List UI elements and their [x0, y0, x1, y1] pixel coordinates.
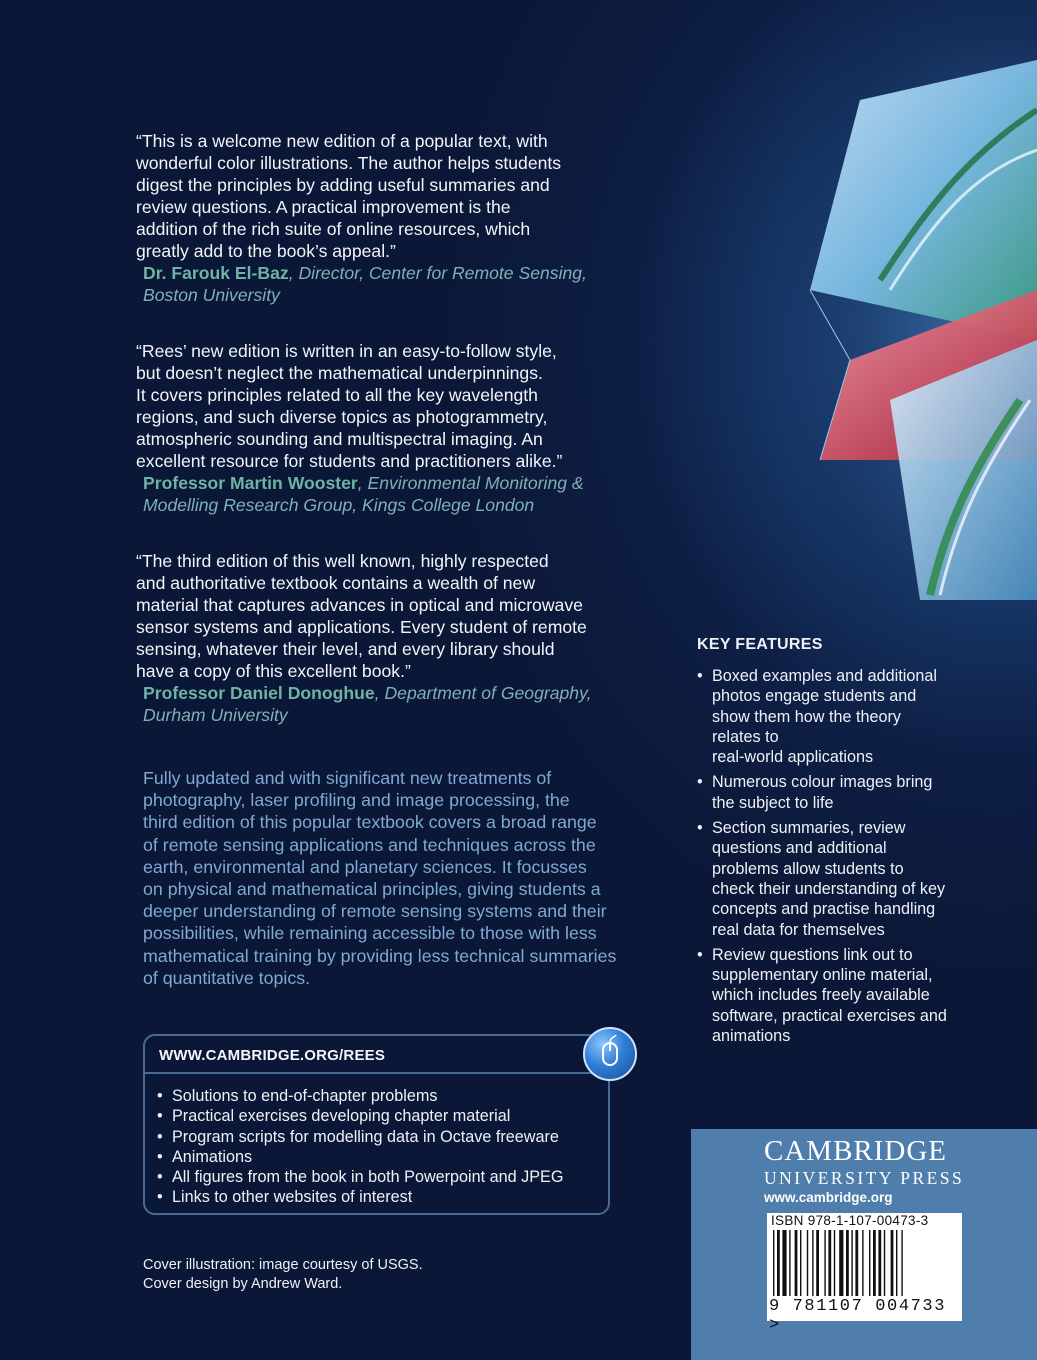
feature-item: • Section summaries, review questions and additional problems allow students to check their understanding of key concepts and practise handling real data for themselves — [697, 818, 997, 940]
quote-attribution — [136, 262, 646, 306]
barcode-digits: 9 781107 004733 > — [769, 1297, 947, 1335]
quote-text: “Rees’ new edition is written in an easy-to-follow style, but doesn’t neglect the mathematical underpinnings. It covers principles related to all the key wavelength regions, and such diverse topics as photogrammetry, atmospheric sounding and multispectral imaging. An excellent resource for students and practitioners alike.” — [136, 341, 563, 471]
barcode-bar — [862, 1230, 863, 1296]
mouse-icon — [583, 1027, 637, 1081]
barcode-bar — [812, 1230, 813, 1296]
barcode-bar — [824, 1230, 825, 1296]
barcode-bar — [891, 1230, 894, 1296]
quote-author: Professor Martin Wooster — [143, 473, 358, 493]
barcode-bar — [789, 1230, 790, 1296]
isbn-label: ISBN 978-1-107-00473-3 — [771, 1213, 929, 1228]
publisher-block — [691, 1129, 1037, 1360]
barcode-bar — [795, 1230, 798, 1296]
resource-item: • All figures from the book in both Powerpoint and JPEG — [157, 1167, 563, 1187]
online-resources-list — [157, 1086, 563, 1208]
publisher-subname: UNIVERSITY PRESS — [764, 1168, 965, 1188]
quote-donoghue — [136, 550, 646, 726]
barcode-bar — [855, 1230, 858, 1296]
barcode-bar — [896, 1230, 897, 1296]
barcode-bars — [771, 1230, 958, 1296]
quote-attribution — [136, 472, 646, 516]
quote-text: “The third edition of this well known, highly respected and authoritative textbook contains a wealth of new material that captures advances in optical and microwave sensor systems and applications. Every student of remote sensing, whatever their level, and every library should have a copy of this excellent book.” — [136, 551, 587, 681]
feature-item: • Boxed examples and additional photos engage students and show them how the theory relates to real-world applications — [697, 666, 997, 767]
barcode-bar — [901, 1230, 902, 1296]
book-description: Fully updated and with significant new treatments of photography, laser profiling and image processing, the third edition of this popular textbook covers a broad range of remote sensing applications and techniques across the earth, environmental and planetary sciences. It focusses on physical and mathematical principles, giving students a deeper understanding of remote sensing systems and their possibilities, while remaining accessible to those with less mathematical training by providing less technical summaries of quantitative topics. — [143, 768, 617, 988]
barcode-bar — [800, 1230, 801, 1296]
isbn-barcode — [767, 1213, 962, 1335]
quote-affiliation: , Environmental Monitoring & Modelling Research Group, Kings College London — [143, 473, 584, 515]
quote-text: “This is a welcome new edition of a popular text, with wonderful color illustrations. The author helps students digest the principles by adding useful summaries and review questions. A practical improvement is the addition of the rich suite of online resources, which greatly add to the book’s appeal.” — [136, 131, 562, 261]
resource-item: • Links to other websites of interest — [157, 1187, 563, 1207]
feature-item: • Numerous colour images bring the subject to life — [697, 772, 997, 813]
quote-affiliation: , Director, Center for Remote Sensing, Boston University — [143, 263, 587, 305]
barcode-bar — [869, 1230, 870, 1296]
key-features-title: KEY FEATURES — [697, 636, 823, 653]
feature-item: • Review questions link out to supplementary online material, which includes freely available software, practical exercises and animations — [697, 945, 997, 1046]
cover-satellite-image — [720, 40, 1037, 600]
quote-author: Dr. Farouk El-Baz — [143, 263, 289, 283]
publisher-name: CAMBRIDGE — [764, 1135, 948, 1167]
barcode-bar — [816, 1230, 819, 1296]
barcode-bar — [828, 1230, 831, 1296]
website-url[interactable]: WWW.CAMBRIDGE.ORG/REES — [145, 1036, 608, 1074]
cover-credits: Cover illustration: image courtesy of USGS. Cover design by Andrew Ward. — [143, 1257, 423, 1292]
barcode-bar — [851, 1230, 852, 1296]
quote-wooster — [136, 340, 646, 516]
barcode-bar — [807, 1230, 808, 1296]
key-features — [697, 636, 997, 1051]
quote-author: Professor Daniel Donoghue — [143, 683, 375, 703]
barcode-bar — [777, 1230, 780, 1296]
barcode-bar — [773, 1230, 774, 1296]
barcode-bar — [873, 1230, 876, 1296]
quote-el-baz — [136, 130, 646, 306]
publisher-url[interactable]: www.cambridge.org — [764, 1190, 893, 1205]
resource-item: • Animations — [157, 1147, 563, 1167]
quote-attribution — [136, 682, 646, 726]
key-features-list — [697, 666, 997, 1046]
resource-item: • Solutions to end-of-chapter problems — [157, 1086, 563, 1106]
resource-item: • Practical exercises developing chapter material — [157, 1106, 563, 1126]
barcode-bar — [839, 1230, 843, 1296]
quote-affiliation: , Department of Geography, Durham University — [143, 683, 592, 725]
barcode-bar — [884, 1230, 885, 1296]
barcode-bar — [846, 1230, 849, 1296]
barcode-bar — [782, 1230, 786, 1296]
barcode-bar — [834, 1230, 835, 1296]
barcode-bar — [878, 1230, 881, 1296]
resource-item: • Program scripts for modelling data in Octave freeware — [157, 1127, 563, 1147]
online-resources-box — [143, 1034, 610, 1215]
